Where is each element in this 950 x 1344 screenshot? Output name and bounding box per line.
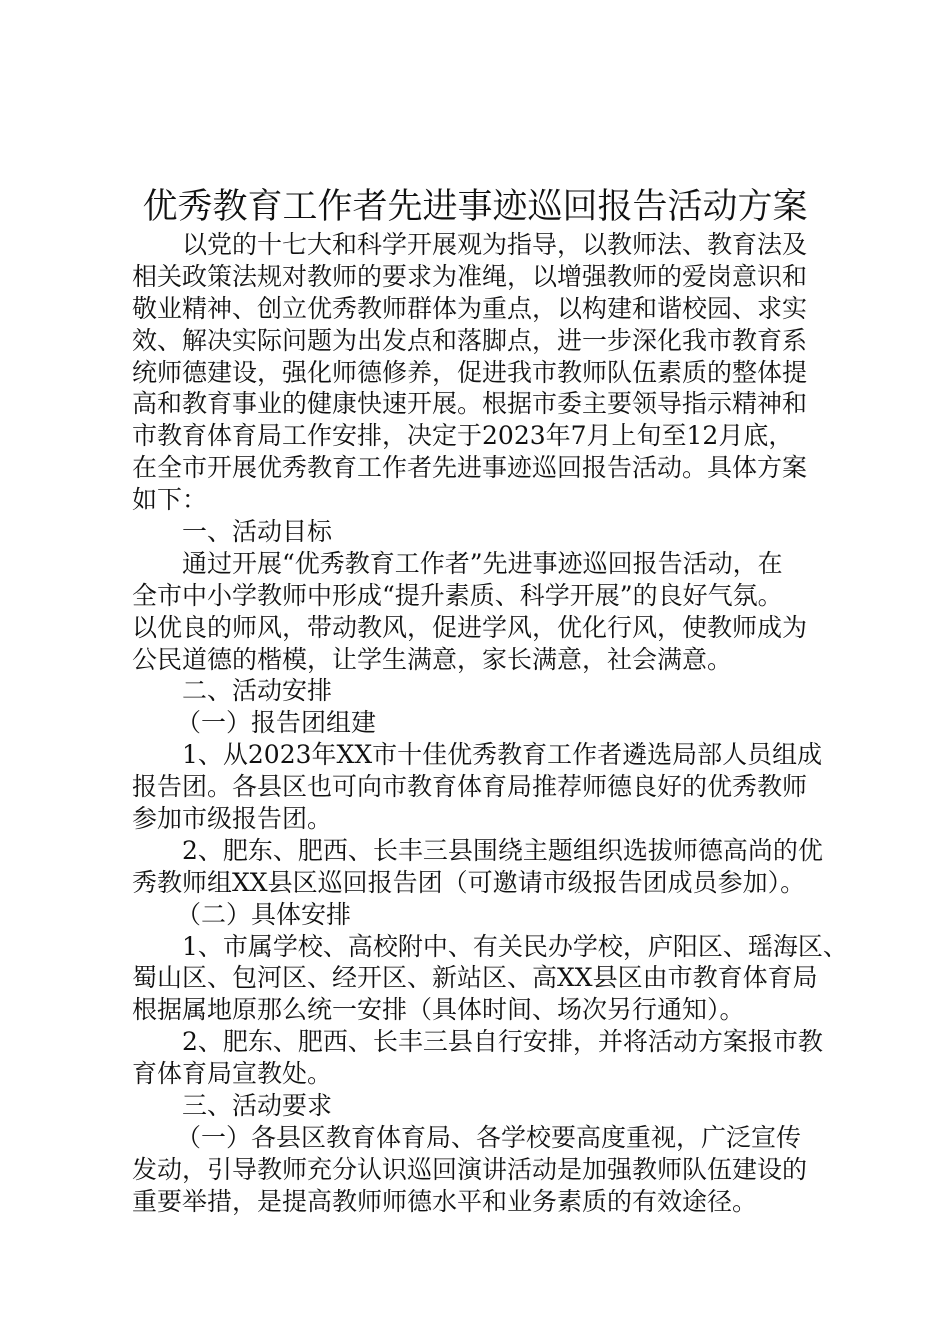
- paragraph-line: 全市中小学教师中形成“提升素质、科学开展”的良好气氛。: [132, 580, 783, 610]
- section-heading: 一、活动目标: [182, 517, 333, 547]
- paragraph-line: 高和教育事业的健康快速开展。根据市委主要领导指示精神和: [132, 389, 808, 419]
- paragraph-line: 根据属地原那么统一安排（具体时间、场次另行通知）。: [132, 995, 745, 1025]
- paragraph-line: 敬业精神、创立优秀教师群体为重点，以构建和谐校园、求实: [132, 293, 808, 323]
- paragraph-line: 1、市属学校、高校附中、有关民办学校，庐阳区、瑶海区、: [182, 931, 848, 961]
- paragraph-line: 参加市级报告团。: [132, 804, 333, 834]
- paragraph-line: 2、肥东、肥西、长丰三县自行安排，并将活动方案报市教: [182, 1027, 823, 1057]
- paragraph-line: 如下：: [132, 485, 208, 515]
- paragraph-line: 公民道德的楷模，让学生满意，家长满意，社会满意。: [132, 644, 733, 674]
- paragraph-line: （一）各县区教育体育局、各学校要高度重视，广泛宣传: [176, 1122, 802, 1152]
- paragraph-line: 报告团。各县区也可向市教育体育局推荐师德良好的优秀教师: [132, 772, 808, 802]
- paragraph-line: 重要举措，是提高教师师德水平和业务素质的有效途径。: [132, 1186, 758, 1216]
- paragraph-line: 以党的十七大和科学开展观为指导，以教师法、教育法及: [182, 230, 808, 259]
- paragraph-line: 发动，引导教师充分认识巡回演讲活动是加强教师队伍建设的: [132, 1154, 808, 1184]
- document-title: 优秀教育工作者先进事迹巡回报告活动方案: [142, 187, 808, 227]
- paragraph-line: 通过开展“优秀教育工作者”先进事迹巡回报告活动，在: [182, 548, 783, 578]
- document-body: [132, 229, 848, 1218]
- section-heading: 二、活动安排: [182, 676, 333, 706]
- paragraph-line: 市教育体育局工作安排，决定于2023年7月上旬至12月底，: [132, 421, 794, 451]
- paragraph-line: 蜀山区、包河区、经开区、新站区、高XX县区由市教育体育局: [132, 963, 818, 993]
- subsection-heading: （一）报告团组建: [176, 708, 377, 738]
- paragraph-line: 相关政策法规对教师的要求为准绳，以增强教师的爱岗意识和: [132, 261, 808, 291]
- paragraph-line: 1、从2023年XX市十佳优秀教育工作者遴选局部人员组成: [182, 740, 823, 770]
- paragraph-line: 2、肥东、肥西、长丰三县围绕主题组织选拔师德高尚的优: [182, 835, 823, 865]
- paragraph-line: 育体育局宣教处。: [132, 1059, 333, 1089]
- paragraph-line: 效、解决实际问题为出发点和落脚点，进一步深化我市教育系: [132, 325, 808, 355]
- paragraph-line: 统师德建设，强化师德修养，促进我市教师队伍素质的整体提: [132, 357, 808, 387]
- subsection-heading: （二）具体安排: [176, 899, 352, 929]
- paragraph-line: 在全市开展优秀教育工作者先进事迹巡回报告活动。具体方案: [132, 453, 808, 483]
- section-heading: 三、活动要求: [182, 1091, 333, 1121]
- paragraph-line: 以优良的师风，带动教风，促进学风，优化行风，使教师成为: [132, 612, 808, 642]
- paragraph-line: 秀教师组XX县区巡回报告团（可邀请市级报告团成员参加）。: [132, 867, 806, 897]
